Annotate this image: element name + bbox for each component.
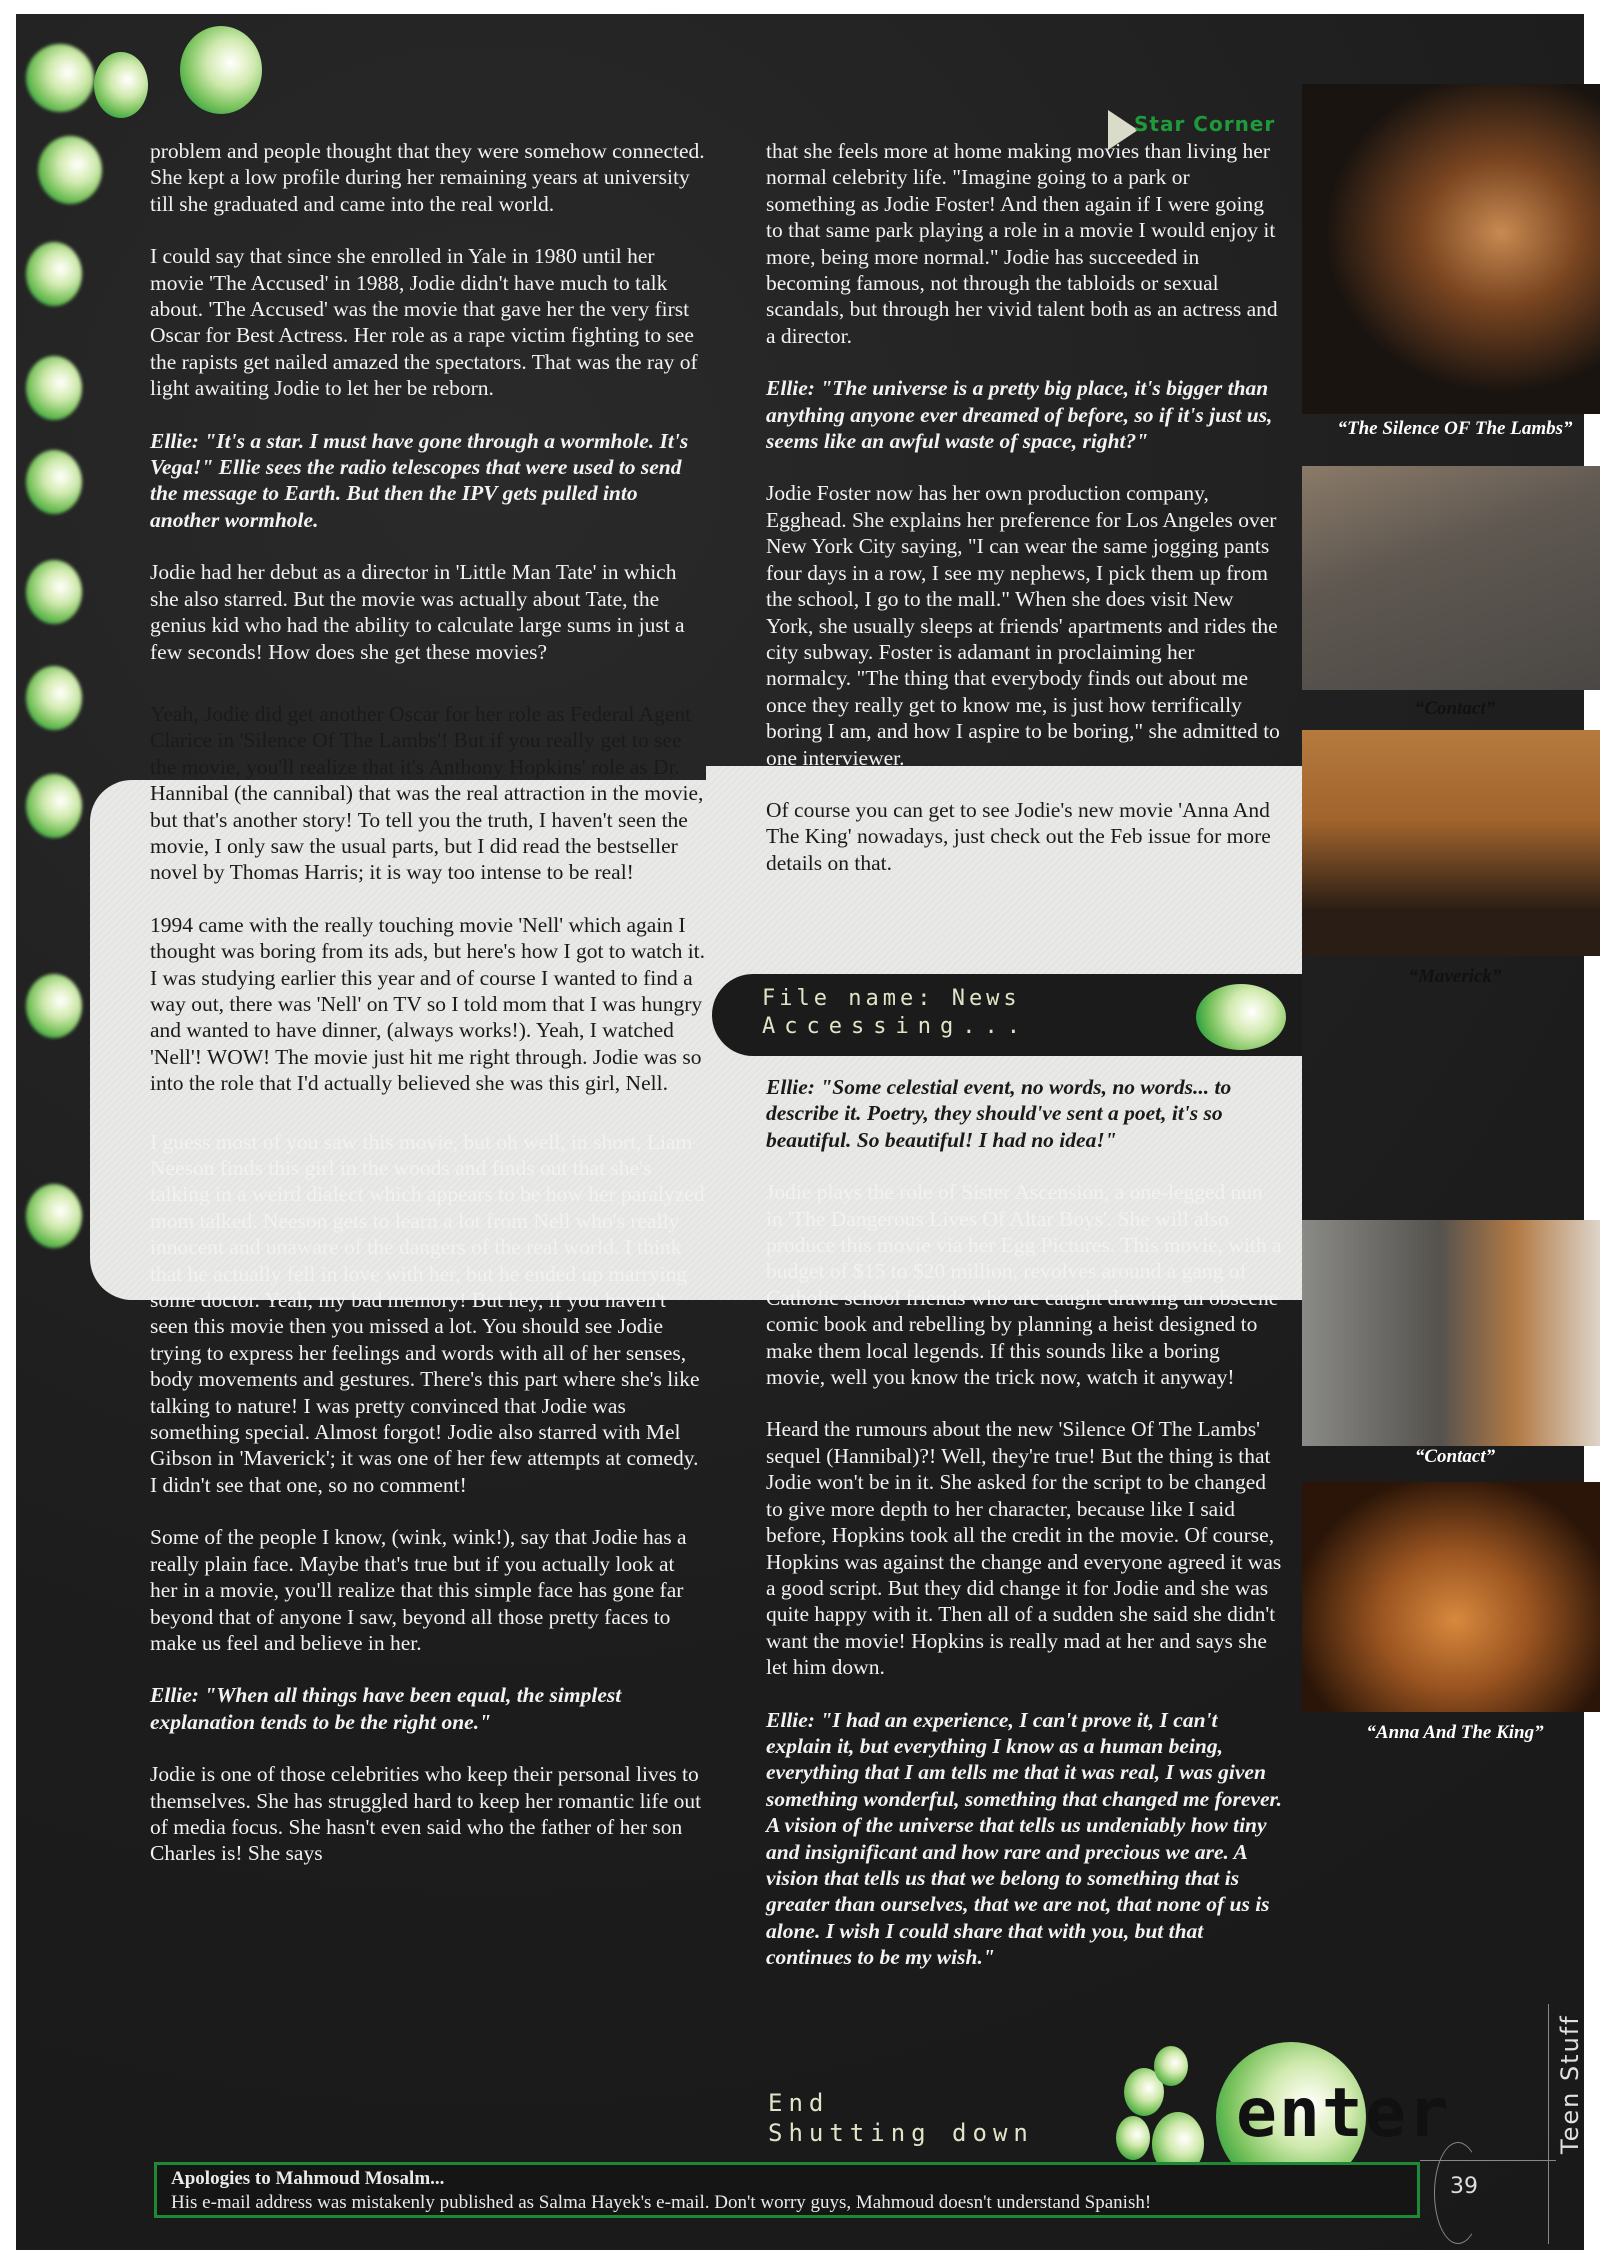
green-orb-icon bbox=[26, 242, 82, 306]
photo-contact-2 bbox=[1302, 1220, 1600, 1446]
movie-quote: Ellie: "Some celestial event, no words, no words... to describe it. Poetry, they should've sent a poet, it's so beautiful. So beautiful! I had no idea!" bbox=[766, 1075, 1232, 1152]
photo-caption: “Anna And The King” bbox=[1366, 1722, 1544, 1743]
article-column-right bbox=[766, 138, 1284, 902]
green-orb-icon bbox=[1154, 2046, 1188, 2086]
paragraph: Of course you can get to see Jodie's new movie 'Anna And The King' nowadays, just check out the Feb issue for more details on that. bbox=[766, 797, 1271, 875]
photo-caption: “Contact” bbox=[1414, 1446, 1496, 1467]
movie-quote: Ellie: "I had an experience, I can't prove it, I can't explain it, but everything I know as a human being, everything that I am tells me that it was real, I was given something wonderful, something that changed me forever. A vision of the universe that tells us undeniably how tiny and insignificant and how rare and precious we are. A vision that tells us that we belong to something that is greater than ourselves, that we are not, that none of us is alone. I wish I could share that with you, but that continues to be my wish." bbox=[766, 1707, 1283, 1970]
paragraph: Jodie had her debut as a director in 'Little Man Tate' in which she also starred. But the movie was actually about Tate, the genius kid who had the ability to calculate large sums in just a few seconds! How does she get these movies? bbox=[150, 560, 685, 664]
photo-maverick bbox=[1302, 730, 1600, 956]
accessing-label: Accessing... bbox=[762, 1014, 1029, 1039]
green-orb-icon bbox=[94, 52, 148, 118]
section-side-label: Teen Stuff bbox=[1556, 2014, 1584, 2154]
green-orb-icon bbox=[26, 450, 82, 514]
movie-quote: Ellie: "When all things have been equal, the simplest explanation tends to be the right one." bbox=[150, 1683, 622, 1734]
page-number: 39 bbox=[1450, 2174, 1478, 2199]
end-label: End bbox=[768, 2089, 830, 2117]
photo-contact-1 bbox=[1302, 466, 1600, 690]
photo-caption: “Maverick” bbox=[1408, 966, 1502, 987]
photo-silence-of-the-lambs bbox=[1302, 84, 1600, 414]
paragraph: that she feels more at home making movies than living her normal celebrity life. "Imagine going to a park or something as Jodie Foster! And then again if I were going to that same park playing a role in a movie I would enjoy it more, being more normal." Jodie has succeeded in becoming famous, not through the tabloids or sexual scandals, but through her vivid talent both as an actress and a director. bbox=[766, 139, 1278, 348]
paragraph: Heard the rumours about the new 'Silence Of The Lambs' sequel (Hannibal)?! Well, they're true! But the thing is that Jodie won't be in it. She asked for the script to be changed to give more depth to her character, because like I said before, Hopkins took all the credit in the movie. Of course, Hopkins was against the change and everyone agreed it was a good script. But they did change it for Jodie and she was quite happy with it. Then all of a sudden she said she didn't want the movie! Hopkins is really mad at her and says she let him down. bbox=[766, 1417, 1282, 1680]
article-column-right-continued bbox=[766, 1074, 1284, 1997]
green-orb-icon bbox=[26, 44, 94, 112]
paragraph: problem and people thought that they were somehow connected. She kept a low profile during her remaining years at university till she graduated and came into the real world. bbox=[150, 139, 705, 216]
green-orb-icon bbox=[26, 560, 82, 624]
photo-anna-and-the-king bbox=[1302, 1482, 1600, 1712]
green-orb-icon bbox=[180, 26, 262, 114]
article-column-left bbox=[150, 138, 706, 1893]
file-name-label: File name: News bbox=[762, 986, 1021, 1011]
green-orb-icon bbox=[26, 356, 82, 420]
file-status-bar bbox=[712, 974, 1302, 1056]
paragraph: Jodie plays the role of Sister Ascension, a one-legged nun in 'The Dangerous Lives Of Altar Boys'. She will also produce this movie via her Egg Pictures. This movie, with a budget of $15 to $20 million, revolves around a gang of Catholic school friends who are caught drawing an obscene comic book and rebelling by planning a heist designed to make them local legends. If this sounds like a boring movie, well you know the trick now, watch it anyway! bbox=[766, 1179, 1284, 1390]
green-orb-icon bbox=[26, 1184, 82, 1248]
photo-caption: “The Silence OF The Lambs” bbox=[1337, 418, 1573, 439]
green-orb-icon bbox=[26, 774, 82, 838]
section-label: Star Corner bbox=[1134, 112, 1276, 136]
movie-quote: Ellie: "The universe is a pretty big place, it's bigger than anything anyone ever dreamed of before, so if it's just us, seems like an awful waste of space, right?" bbox=[766, 376, 1273, 454]
divider bbox=[1548, 2004, 1549, 2244]
paragraph: Jodie Foster now has her own production company, Egghead. She explains her preference for Los Angeles over New York City saying, "I can wear the same jogging pants four days in a row, I see my nephews, I pick them up from the school, I go to the mall." When she does visit New York, she usually sleeps at friends' apartments and rides the city subway. Foster is adamant in proclaiming her normalcy. "The thing that everybody finds out about me once they really get to know me, is just how terrifically boring I am, and how I aspire to be boring," she admitted to one interviewer. bbox=[766, 481, 1280, 770]
paragraph: 1994 came with the really touching movie 'Nell' which again I thought was boring from its ads, but here's how I got to watch it. I was studying earlier this year and of course I wanted to find a way out, there was 'Nell' on TV so I told mom that I was hungry and wanted to have dinner, (always works!). Yeah, I watched 'Nell'! WOW! The movie just hit me right through. Jodie was so into the role that I'd actually believed she was this girl, Nell. bbox=[150, 912, 706, 1096]
enter-logo: enter bbox=[1236, 2074, 1451, 2153]
end-status-block bbox=[768, 2088, 1034, 2148]
paragraph: I could say that since she enrolled in Yale in 1980 until her movie 'The Accused' in 1988, Jodie didn't have much to talk about. 'The Accused' was the movie that gave her the very first Oscar for Best Actress. Her role as a rape victim fighting to see the rapists get nailed amazed the spectators. That was the ray of light awaiting Jodie to let her be reborn. bbox=[150, 244, 698, 401]
paragraph: Jodie is one of those celebrities who keep their personal lives to themselves. She has struggled hard to keep her romantic life out of media focus. She hasn't even said who the father of her son Charles is! She says bbox=[150, 1762, 702, 1866]
magazine-page bbox=[16, 14, 1584, 2250]
apology-title: Apologies to Mahmoud Mosalm... bbox=[171, 2168, 445, 2189]
green-orb-icon bbox=[26, 666, 82, 730]
shutting-down-label: Shutting down bbox=[768, 2119, 1034, 2147]
movie-quote: Ellie: "It's a star. I must have gone through a wormhole. It's Vega!" Ellie sees the radio telescopes that were used to send the message to Earth. But then the IPV gets pulled into another wormhole. bbox=[150, 428, 689, 532]
green-orb-icon bbox=[26, 974, 82, 1038]
green-orb-icon bbox=[38, 136, 102, 204]
paragraph: I guess most of you saw this movie, but oh well, in short, Liam Neeson finds this girl in the woods and finds out that she's talking in a weird dialect which appears to be how her paralyzed mom talked. Neeson gets to learn a lot from Nell who's really innocent and unaware of the dangers of the real world. I think that he actually fell in love with her, but he ended up marrying some doctor. Yeah, my bad memory! But hey, if you haven't seen this movie then you missed a lot. You should see Jodie trying to express her feelings and words with all of her senses, body movements and gestures. There's this part where she's like talking to nature! I was pretty convinced that Jodie was something special. Almost forgot! Jodie also starred with Mel Gibson in 'Maverick'; it was one of her few attempts at comedy. I didn't see that one, so no comment! bbox=[150, 1129, 705, 1497]
photo-caption: “Contact” bbox=[1414, 698, 1496, 719]
apology-box bbox=[154, 2162, 1420, 2218]
green-orb-icon bbox=[1116, 2116, 1150, 2160]
paragraph: Some of the people I know, (wink, wink!), say that Jodie has a really plain face. Maybe that's true but if you actually look at her in a movie, you'll realize that this simple face has gone far beyond that of anyone I saw, beyond all those pretty faces to make us feel and believe in her. bbox=[150, 1525, 687, 1655]
green-orb-icon bbox=[1196, 984, 1286, 1050]
apology-body: His e-mail address was mistakenly published as Salma Hayek's e-mail. Don't worry guys, Mahmoud doesn't understand Spanish! bbox=[171, 2192, 1152, 2213]
paragraph: Yeah, Jodie did get another Oscar for her role as Federal Agent Clarice in 'Silence Of The Lambs'! But if you really get to see the movie, you'll realize that it's Anthony Hopkins' role as Dr. Hannibal (the cannibal) that was the real attraction in the movie, but that's another story! To tell you the truth, I haven't seen the movie, I only saw the usual parts, but I did read the bestseller novel by Thomas Harris; it is way too intense to be real! bbox=[150, 701, 704, 885]
